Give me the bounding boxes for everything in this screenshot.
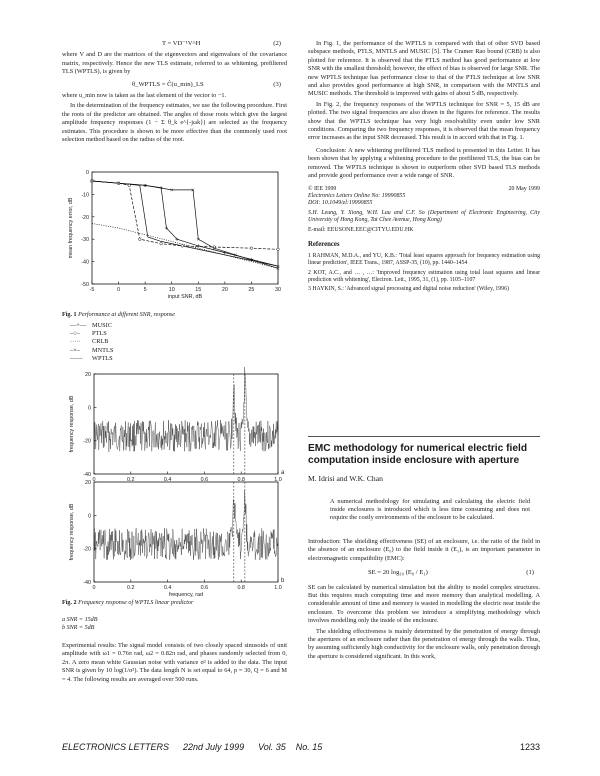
- article-authors: M. Idrisi and W.K. Chan: [308, 474, 383, 483]
- y-tick-label: -40: [81, 259, 89, 266]
- figure-1-caption: [62, 312, 287, 320]
- subcaption-a: a SNR = 15dB: [62, 617, 98, 623]
- paragraph: In Fig. 2, the frequency responses of the WPTLS technique for SNR = 5, 15 dB are plotted. The two signal frequencies are also drawn in the figures for reference. The results show that the WPTLS technique has very high resolvability even under low SNR conditions. Comparing the two frequency responses, it is observed that the mean frequency error increases as the input SNR decreased. This result is in accord with that in Fig. 1.: [308, 100, 540, 142]
- ptls-marker: [128, 184, 131, 187]
- ptls-marker: [139, 238, 142, 241]
- equation-2-number: (2): [273, 40, 281, 47]
- paragraph: The shielding effectiveness is mainly determined by the penetration of energy through the apertures of an enclosure rather than the penetration of energy through the walls. Thus, by assuming sufficiently high conductivity for the enclosure walls, only penetration through the aperture is considered significant. In this work,: [308, 627, 540, 660]
- equation-se-number: (1): [526, 569, 534, 577]
- wptls-curve: [92, 181, 278, 266]
- y-tick-label: -20: [83, 546, 91, 553]
- left-column-top: [62, 40, 287, 146]
- paragraph: where V and D are the matrices of the eigenvectors and eigenvalues of the covariance matrix, respectively. Hence the new TLS estimate, referred to as whitening, prefiltered TLS (WPTLS), is given by: [62, 51, 287, 76]
- reference-item: 1 RAHMAN, M.D.A., and YU, K.B.: 'Total least squares approach for frequency estimation using linear prediction', IEEE Trans., 1987, ASSP-35, (10), pp. 1440–1454: [308, 253, 540, 267]
- legend-item: —+— MUSIC: [70, 322, 112, 329]
- y-axis-label: mean frequency error, dB: [68, 197, 74, 259]
- iee-line: [308, 186, 540, 193]
- x-tick-label: -5: [89, 287, 95, 293]
- figure-2-subcaptions: [62, 617, 287, 632]
- legend-label: CRLB: [92, 338, 109, 346]
- x-tick-label: 0.8: [237, 585, 245, 591]
- y-axis-label: frequency response, dB: [69, 503, 75, 561]
- figure-1-caption-text: Performance at different SNR, response: [78, 312, 175, 318]
- paragraph: In the determination of the frequency estimates, we use the following procedure. First the roots of the predictor are obtained. The angles of those roots which give the largest amplitude frequency responses (1 − Σ θ_k e^{-jωk}) are selected as the frequency estimates. This procedure is shown to be more effective than the commonly used root selection method based on the radius of the root.: [62, 102, 287, 144]
- y-tick-label: -20: [81, 214, 89, 221]
- figure-1-label: Fig. 1: [62, 312, 77, 318]
- conclusion-paragraph: Conclusion: A new whitening prefiltered TLS method is presented in this Letter. It has been shown that by applying a whitening procedure to the prefiltered TLS, the bias can be removed. The WPTLS technique is shown to outperform other SVD based TLS methods and provide good performance over a wide range of SNR.: [308, 146, 540, 180]
- x-tick-label: 0.2: [127, 585, 135, 591]
- music-curve: [92, 181, 278, 266]
- article-header: [308, 443, 540, 483]
- introduction-paragraph: Introduction: The shielding effectiveness (SE) of an enclosure, i.e. the ratio of the field in the absence of an enclosure (E₀) to the field inside it (E₁), is an important parameter in electromagnetic compatibility (EMC):: [308, 538, 540, 562]
- equation-se-text: SE = 20 log₁₀ (E₀ / E₁): [368, 569, 428, 577]
- y-tick-label: -30: [81, 237, 89, 244]
- x-tick-label: 0: [92, 477, 96, 483]
- ptls-curve: [92, 181, 278, 249]
- figure-2-label: Fig. 2: [62, 600, 77, 606]
- legend-label: MNTLS: [92, 346, 114, 354]
- footer-date: 22nd July 1999: [183, 742, 245, 752]
- y-tick-label: -40: [83, 472, 91, 478]
- x-tick-label: 1.0: [274, 585, 282, 591]
- y-tick-label: 20: [85, 480, 91, 486]
- x-tick-label: 10: [168, 287, 175, 293]
- right-column-article: [308, 538, 540, 663]
- author-affiliation: S.H. Leung, Y. Xiong, W.H. Lau and C.F. So (Department of Electronic Engineering, City University of Hong Kong, Tat Chee Avenue, Hong Kong): [308, 210, 540, 224]
- x-tick-label: 1.0: [274, 477, 282, 483]
- y-tick-label: 0: [86, 170, 89, 176]
- article-abstract: A numerical methodology for simulating and calculating the electric field inside enclosures is introduced which is less time consuming and does not require the costly environments of the enclosure to be calculated.: [330, 498, 530, 522]
- x-tick-label: 0.8: [237, 477, 245, 483]
- right-column-top: [308, 40, 540, 293]
- footer-page-number: 1233: [519, 742, 540, 752]
- figure-2-caption-text: Frequency response of WPTLS linear predictor: [78, 600, 194, 606]
- received-date: 20 May 1999: [508, 185, 540, 192]
- references-section: [308, 241, 540, 293]
- paragraph: SE can be calculated by numerical simulation but the ability to model complex structures. But this requires much computing time and more memory than analytical modelling. A considerable amount of time and memory is wasted in modelling the electric near inside the enclosure. To overcome this problem we introduce a simplifying methodology which involves modelling only the inside of the enclosure.: [308, 583, 540, 625]
- legend-item: —— WPTLS: [70, 354, 113, 362]
- x-tick-label: 30: [275, 287, 281, 293]
- subcaption-b: b SNR = 5dB: [62, 624, 95, 631]
- x-tick-label: 0.6: [200, 585, 209, 591]
- doi: DOI: 10.1049/el:19990855: [308, 199, 373, 206]
- paragraph: Experimental results: The signal model consists of two closely spaced sinusoids of unit amplitude with ω1 = 0.76π rad, ω2 = 0.82π rad, and phases randomly selected from 0, 2π. A zero mean white Gaussian noise with variance σ² is added to the data. The input SNR is given by 10 log(1/σ²). The data length N is set equal to 64, p = 30, Q = 6 and M = 4. The following results are averaged over 500 runs.: [62, 642, 287, 683]
- panel-b-frame: [94, 482, 278, 582]
- figure-1-legend: [70, 322, 170, 363]
- equation-se: [308, 565, 540, 583]
- y-tick-label: 0: [88, 513, 91, 520]
- y-tick-label: -40: [83, 580, 91, 586]
- panel-a-frame: [94, 374, 278, 474]
- y-tick-label: -20: [83, 438, 91, 445]
- x-tick-label: 0.4: [163, 585, 172, 591]
- music-marker: [197, 244, 200, 247]
- ptls-marker: [277, 248, 280, 251]
- page-footer: [62, 742, 540, 752]
- panel-label: a: [281, 470, 285, 476]
- legend-label: WPTLS: [92, 354, 113, 362]
- legend-label: PTLS: [92, 330, 107, 338]
- legend-item: –×– MNTLS: [70, 346, 114, 354]
- equation-2: [62, 40, 287, 51]
- equation-2-text: T = VD⁻¹V^H: [162, 40, 201, 47]
- x-tick-label: 15: [195, 287, 202, 293]
- x-tick-label: 20: [221, 287, 228, 293]
- ptls-marker: [160, 242, 163, 245]
- publication-info: [308, 186, 540, 234]
- footer-volume: Vol. 35: [258, 742, 286, 752]
- paragraph: where u_min now is taken as the last element of the vector to −1.: [62, 92, 227, 100]
- x-tick-label: 0.6: [200, 477, 209, 483]
- y-tick-label: 20: [85, 372, 91, 378]
- figure-2-caption: [62, 600, 287, 608]
- legend-label: MUSIC: [92, 322, 112, 329]
- x-tick-label: 0.4: [163, 477, 172, 483]
- x-tick-label: 25: [248, 287, 255, 293]
- figure-1-plot: [64, 166, 286, 310]
- equation-3: [62, 79, 287, 92]
- article-divider: [308, 436, 540, 437]
- ptls-marker: [250, 247, 253, 250]
- footer-journal: ELECTRONICS LETTERS: [62, 742, 170, 752]
- legend-item: –○– PTLS: [70, 330, 107, 338]
- article-title: EMC methodology for numerical electric field computation inside enclosure with aperture: [308, 443, 528, 466]
- x-tick-label: 5: [143, 287, 147, 293]
- x-axis-label: frequency, rad: [168, 592, 204, 598]
- ptls-marker: [181, 245, 184, 248]
- experimental-results: [62, 642, 287, 686]
- author-email: E-mail: EEUSONE.EEC@CITYU.EDU.HK: [308, 226, 414, 233]
- crlb-curve: [92, 224, 278, 269]
- y-tick-label: 0: [88, 405, 91, 412]
- frequency-response-trace: [94, 367, 278, 452]
- y-tick-label: -10: [81, 192, 89, 199]
- equation-3-text: θ_WPTLS = Ĉ(u_min)_LS: [132, 80, 204, 88]
- equation-3-number: (3): [273, 80, 281, 88]
- figure-2-plot: [64, 368, 286, 598]
- reference-item: 2 KOT, A.C., and … , …: 'Improved frequency estimation using total least squares and linear prediction with whitening', Electron. Lett., 1995, 31, (1), pp. 1105–1107: [308, 269, 540, 283]
- references-heading: References: [308, 240, 340, 248]
- copyright: © IEE 1999: [308, 185, 337, 192]
- footer-issue: No. 15: [295, 742, 323, 752]
- music-marker: [159, 186, 162, 189]
- x-tick-label: 0: [117, 287, 121, 293]
- frequency-response-trace: [94, 490, 278, 560]
- legend-item: ····· CRLB: [70, 338, 109, 346]
- reference-item: 3 HAYKIN, S.: 'Advanced signal processing and digital noise reduction' (Wiley, 1996): [308, 285, 509, 292]
- mntls-curve: [92, 181, 278, 268]
- journal-reference: Electronics Letters Online No: 19990855: [308, 192, 406, 199]
- x-axis-label: input SNR, dB: [167, 294, 203, 300]
- y-tick-label: -50: [81, 282, 89, 288]
- y-axis-label: frequency response, dB: [69, 395, 75, 453]
- panel-label: b: [281, 578, 285, 584]
- x-tick-label: 0: [92, 585, 96, 591]
- paragraph: In Fig. 1, the performance of the WPTLS is compared with that of other SVD based subspace methods, PTLS, MNTLS and MUSIC [5]. The Cramer Rao bound (CRB) is also plotted for reference. It is observed that the PTLS method has good performance at low SNR with the smallest threshold; however, the effect of bias is observed for large SNR. The new WPTLS technique has performance close to that of the PTLS technique at low SNR and also provides good performance at high SNR, in comparison with the MNTLS and MUSIC methods. The threshold is improved with gains of about 5 dB, respectively.: [308, 40, 540, 98]
- x-tick-label: 0.2: [127, 477, 135, 483]
